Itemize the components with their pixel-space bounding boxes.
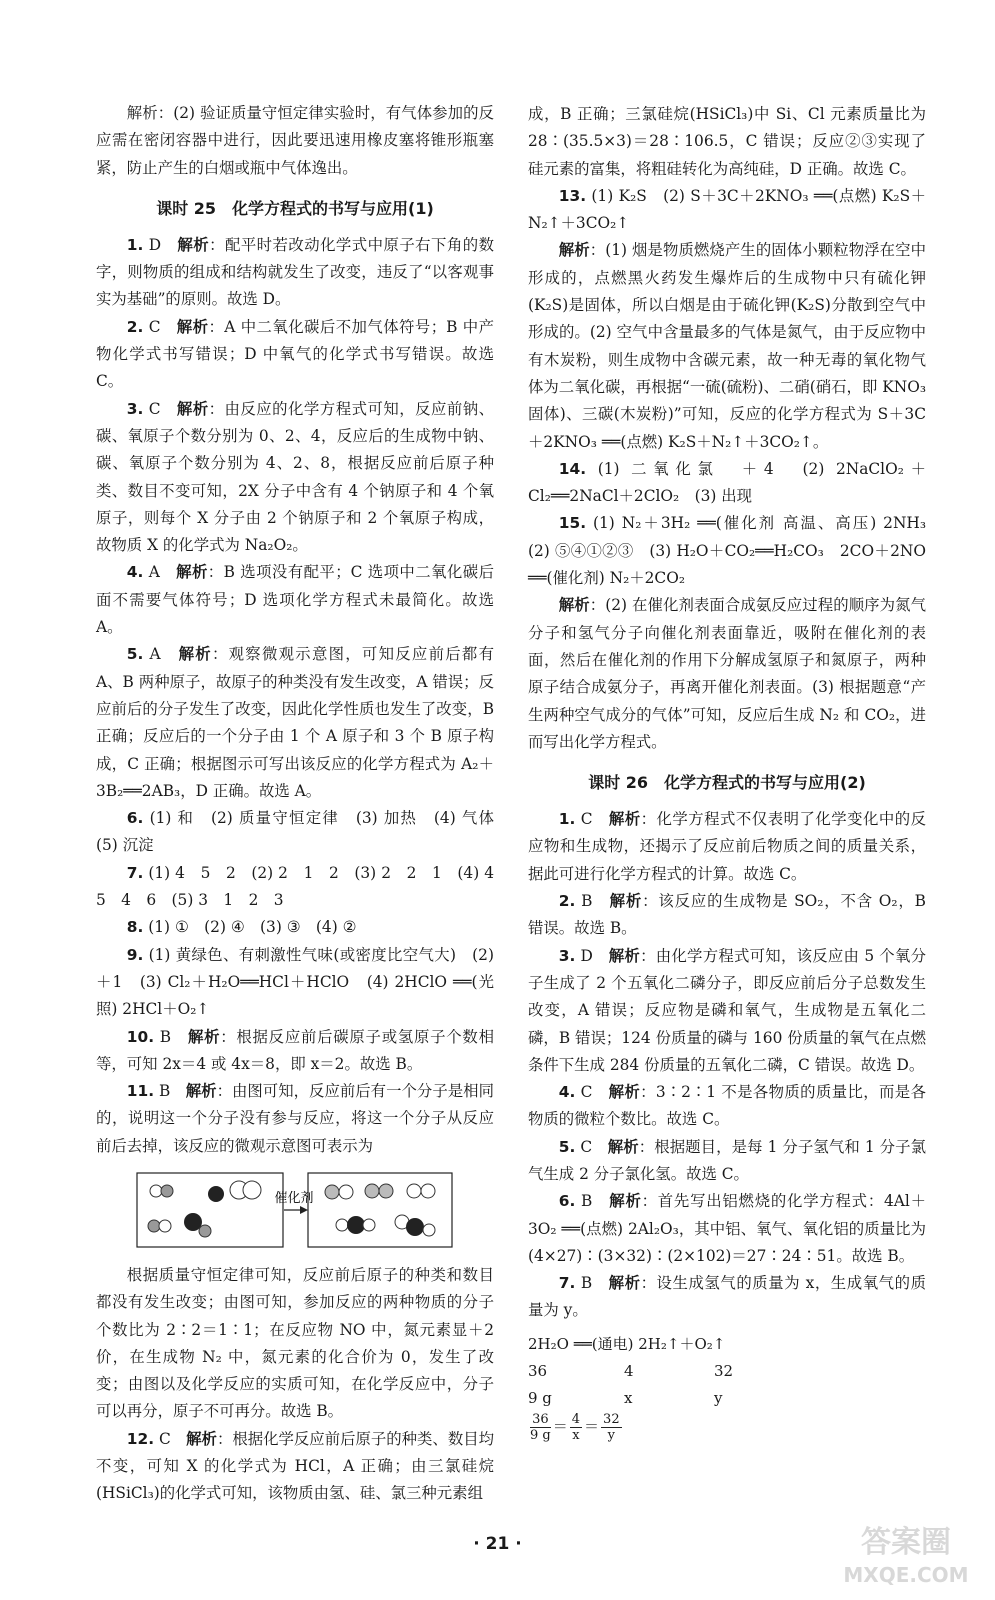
item-answer: C	[580, 1083, 593, 1102]
item-number: 13.	[558, 186, 587, 205]
answer-item	[528, 1188, 926, 1270]
svg-text:答案圈: 答案圈	[861, 1525, 951, 1560]
answer-item	[528, 1270, 926, 1325]
intro-paragraph: 解析：(2) 验证质量守恒定律实验时，有气体参加的反应需在密闭容器中进行，因此要迅速用橡皮塞将锥形瓶塞紧，防止产生的白烟或瓶中气体逸出。	[96, 104, 494, 177]
calc-row-values	[528, 1385, 926, 1412]
item-answer: D	[148, 235, 162, 254]
calc-cell: 4	[624, 1361, 634, 1380]
answer-item	[528, 1079, 926, 1134]
item-text: (1) 和 (2) 质量守恒定律 (3) 加热 (4) 气体 (5) 沉淀	[96, 809, 510, 855]
item-text: (1) K₂S (2) S＋3C＋2KNO₃ ══(点燃) K₂S＋N₂↑＋3CO₂↑	[528, 186, 926, 233]
product-molecules	[325, 1184, 435, 1236]
item-text: ：根据题目，是每 1 分子氢气和 1 分子氯气生成 2 分子氯化氢。故选 C。	[528, 1137, 926, 1183]
item-number: 5.	[126, 645, 144, 664]
answer-list-25	[96, 232, 510, 1160]
answer-item	[96, 914, 494, 941]
item-keyword: 解析	[558, 596, 590, 615]
item-answer: C	[580, 810, 593, 829]
item-keyword: 解析	[607, 1137, 639, 1156]
calc-cell: 32	[714, 1361, 734, 1380]
answer-item	[96, 559, 494, 641]
item-text: ：由反应的化学方程式可知，反应前钠、碳、氧原子个数分别为 0、2、4，反应后的生成物中钠、碳、氧原子个数分别为 4、2、8，根据反应前后原子种类、数目不变可知，2X 分子中含有 4 个钠原子和 4 个氧原子，则每个 X 分子由 2 个钠原子和 2 个氧原子构成，故物质 X 的化学式为 Na₂O₂。	[96, 399, 494, 555]
item-text: (1) 4 5 2 (2) 2 1 2 (3) 2 2 1 (4) 4 5 4 6 (5) 3 1 2 3	[96, 863, 510, 910]
reaction-diagram	[136, 1172, 454, 1250]
item-text: ：该反应的生成物是 SO₂，不含 O₂，B 错误。故选 B。	[528, 892, 926, 938]
item-keyword: 解析	[176, 563, 208, 582]
item-12	[96, 1426, 494, 1508]
item-number: 14.	[558, 459, 587, 478]
item-keyword: 解析	[558, 241, 590, 260]
item-number: 7.	[558, 1274, 576, 1293]
item-number: 2.	[126, 317, 144, 336]
item-answer: C	[148, 317, 161, 336]
answer-item	[96, 641, 494, 805]
item-number: 2.	[558, 892, 576, 911]
item-text: ：(1) 烟是物质燃烧产生的固体小颗粒物浮在空中形成的，点燃黑火药发生爆炸后的生成物中只有硫化钾(K₂S)是固体，所以白烟是由于硫化钾(K₂S)分散到空气中形成的。(2) 空气中含量最多的气体是氮气，由于反应物中有木炭粉，则生成物中含碳元素，故一种无毒的氧化物气体为二氧化碳，再根据“一硫(硫粉)、二硝(硝石，即 KNO₃ 固体)、三碳(木炭粉)”可知，反应的化学方程式为 S＋3C＋2KNO₃ ══(点燃) K₂S＋N₂↑＋3CO₂↑。	[528, 241, 926, 451]
item-number: 6.	[558, 1192, 576, 1211]
answer-list-26	[528, 806, 926, 1325]
fraction: $\frac{4}{x}$	[571, 1411, 581, 1443]
item-text: ：由化学方程式可知，该反应由 5 个氧分子生成了 2 个五氧化二磷分子，即反应前后分子总数发生改变，A 错误；反应物是磷和氧气，生成物是五氧化二磷，B 错误；124 份质量的磷与 160 份质量的氧气在点燃条件下生成 284 份质量的五氧化二磷，C 错误。故选 D。	[528, 946, 926, 1074]
item-keyword: 解析	[187, 1027, 221, 1046]
item-keyword: 解析	[176, 399, 209, 418]
item-keyword: 解析	[609, 1192, 642, 1211]
item-number: 9.	[126, 945, 144, 964]
item-answer: B	[581, 892, 593, 911]
item-number: 1.	[558, 810, 576, 829]
item-keyword: 解析	[185, 1082, 217, 1101]
item-answer: B	[159, 1027, 172, 1046]
item-text: ：首先写出铝燃烧的化学方程式：4Al＋3O₂ ══(点燃) 2Al₂O₃，其中铝、氧气、氧化铝的质量比为(4×27)∶(3×32)∶(2×102)＝27∶24∶51。故选 B。	[528, 1192, 926, 1265]
answer-item	[96, 232, 494, 314]
item-text: ：A 中二氧化碳后不加气体符号；B 中产物化学式书写错误；D 中氧气的化学式书写错误。故选 C。	[96, 317, 494, 391]
proportion-equation: $\frac{36}{9 g}$ ＝ $\frac{4}{x}$ ＝ $\frac{32}{y}$	[530, 1411, 620, 1443]
item-number: 12.	[126, 1429, 155, 1448]
answer-item	[528, 183, 926, 238]
answer-item	[528, 943, 926, 1079]
item-text: ：由图可知，反应前后有一个分子是相同的，说明这一个分子没有参与反应，将这一个分子从反应前后去掉，该反应的微观示意图可表示为	[96, 1082, 494, 1155]
answer-list-25-cont	[528, 183, 942, 756]
item-keyword: 解析	[609, 892, 643, 911]
item-text: ：3∶2∶1 不是各物质的质量比，而是各物质的微粒个数比。故选 C。	[528, 1083, 926, 1129]
answer-item	[528, 1134, 926, 1189]
item-answer: A	[148, 563, 160, 582]
item-keyword: 解析	[177, 235, 210, 254]
calc-cell: x	[624, 1388, 633, 1407]
item-keyword: 解析	[608, 1083, 641, 1102]
item-answer: B	[158, 1082, 171, 1101]
watermark-logo	[831, 1512, 981, 1592]
answer-item	[528, 237, 926, 455]
item-text: ：根据化学反应前后原子的种类、数目均不变，可知 X 的化学式为 HCl，A 正确；由三氯硅烷(HSiCl₃)的化学式可知，该物质由氢、硅、氯三种元素组	[96, 1429, 494, 1503]
item-number: 4.	[126, 563, 144, 582]
item-keyword: 解析	[608, 810, 641, 829]
reactant-molecules	[148, 1181, 261, 1237]
answer-item	[96, 860, 510, 915]
answer-item	[96, 396, 494, 560]
item-number: 6.	[126, 809, 144, 828]
calculation-block	[528, 1331, 926, 1443]
calc-cell: y	[714, 1388, 723, 1407]
catalyst-label: 催化剂	[274, 1190, 314, 1206]
answer-item	[528, 456, 926, 511]
item-text: (1) N₂＋3H₂ ══(催化剂 高温、高压) 2NH₃ (2) ⑤④①②③ (3) H₂O＋CO₂══H₂CO₃ 2CO＋2NO ══(催化剂) N₂＋2CO₂	[528, 514, 942, 588]
calc-cell: 36	[528, 1361, 548, 1380]
item-answer: B	[580, 1274, 593, 1293]
answer-item	[96, 1078, 494, 1160]
item-text: (1) 二氧化氯 ＋4 (2) 2NaClO₂＋Cl₂══2NaCl＋2ClO₂ (3) 出现	[528, 459, 926, 506]
answer-item	[96, 942, 494, 1024]
svg-text:MXQE.COM: MXQE.COM	[843, 1563, 969, 1587]
item-answer: B	[581, 1192, 593, 1211]
fraction: $\frac{36}{9 g}$	[530, 1411, 551, 1443]
item-keyword: 解析	[178, 645, 212, 664]
item-keyword: 解析	[186, 1429, 217, 1448]
answer-item	[528, 592, 926, 756]
section-title-26: 课时 26 化学方程式的书写与应用(2)	[588, 773, 866, 793]
item-number: 11.	[126, 1082, 155, 1101]
after-figure-paragraph: 根据质量守恒定律可知，反应前后原子的种类和数目都没有发生改变；由图可知，参加反应的两种物质的分子个数比为 2∶2＝1∶1；在反应物 NO 中，氮元素显＋2 价，在生成物 N₂ 中，氮元素的化合价为 0，发生了改变；由图以及化学反应的实质可知，在化学反应中，分子可以再分，原子不可再分。故选 B。	[96, 1265, 494, 1421]
answer-item	[96, 805, 510, 860]
answer-item	[528, 806, 926, 888]
item-text: ：根据反应前后碳原子或氢原子个数相等，可知 2x＝4 或 4x＝8，即 x＝2。故选 B。	[96, 1027, 494, 1073]
item-12-continued: 成，B 正确；三氯硅烷(HSiCl₃)中 Si、Cl 元素质量比为 28∶(35.5×3)＝28∶106.5，C 错误；反应②③实现了硅元素的富集，将粗硅转化为高纯硅，D 正确。故选 C。	[528, 105, 926, 178]
item-text: ：配平时若改动化学式中原子右下角的数字，则物质的组成和结构就发生了改变，违反了“以客观事实为基础”的原则。故选 D。	[96, 235, 494, 309]
item-answer: C	[148, 399, 161, 418]
item-number: 7.	[126, 863, 144, 882]
item-number: 8.	[126, 918, 144, 937]
fraction: $\frac{32}{y}$	[603, 1411, 620, 1443]
item-number: 5.	[558, 1137, 576, 1156]
item-answer: C	[580, 1137, 593, 1156]
section-title-25: 课时 25 化学方程式的书写与应用(1)	[156, 198, 434, 218]
item-keyword: 解析	[608, 1274, 641, 1293]
answer-item	[528, 888, 926, 943]
item-text: ：化学方程式不仅表明了化学变化中的反应物和生成物，还揭示了反应前后物质之间的质量关系，据此可进行化学方程式的计算。故选 C。	[528, 810, 926, 883]
item-text: (1) ① (2) ④ (3) ③ (4) ②	[148, 918, 357, 937]
item-answer: C	[158, 1429, 171, 1448]
item-number: 3.	[558, 946, 576, 965]
item-text: (1) 黄绿色、有刺激性气味(或密度比空气大) (2) ＋1 (3) Cl₂＋H₂O══HCl＋HClO (4) 2HClO ══(光照) 2HCl＋O₂↑	[96, 945, 494, 1019]
answer-item	[528, 510, 942, 592]
calc-cell: 9 g	[528, 1388, 552, 1407]
answer-item	[96, 314, 494, 396]
item-number: 3.	[126, 399, 144, 418]
electrolysis-equation: 2H₂O ══(通电) 2H₂↑＋O₂↑	[528, 1334, 726, 1353]
item-number: 10.	[126, 1027, 155, 1046]
item-text: ：观察微观示意图，可知反应前后都有 A、B 两种原子，故原子的种类没有发生改变，A 错误；反应前后的分子发生了改变，因此化学性质也发生了改变，B 正确；反应后的一个分子由 1 个 A 原子和 3 个 B 原子构成，C 正确；根据图示可写出该反应的化学方程式为 A₂＋3B₂══2AB₃，D 正确。故选 A。	[96, 645, 494, 800]
item-answer: A	[149, 645, 161, 664]
item-number: 1.	[126, 235, 144, 254]
left-column	[96, 100, 510, 1508]
item-answer: D	[580, 946, 593, 965]
item-text: ：B 选项没有配平；C 选项中二氧化碳后面不需要气体符号；D 选项化学方程式未最简化。故选 A。	[96, 563, 494, 637]
right-column	[528, 101, 942, 1443]
item-number: 4.	[558, 1083, 576, 1102]
item-number: 15.	[558, 514, 587, 533]
item-text: ：设生成氢气的质量为 x，生成氧气的质量为 y。	[528, 1274, 926, 1320]
item-text: ：(2) 在催化剂表面合成氨反应过程的顺序为氮气分子和氢气分子向催化剂表面靠近，吸附在催化剂的表面，然后在催化剂的作用下分解成氢原子和氮原子，两种原子结合成氨分子，再离开催化剂表面。(3) 根据题意“产生两种空气成分的气体”可知，反应后生成 N₂ 和 CO₂，进而写出化学方程式。	[528, 596, 926, 751]
answer-item	[96, 1024, 494, 1079]
calc-row-mass	[528, 1358, 926, 1385]
page-number: · 21 ·	[473, 1534, 522, 1554]
item-keyword: 解析	[608, 946, 641, 965]
item-keyword: 解析	[176, 317, 209, 336]
